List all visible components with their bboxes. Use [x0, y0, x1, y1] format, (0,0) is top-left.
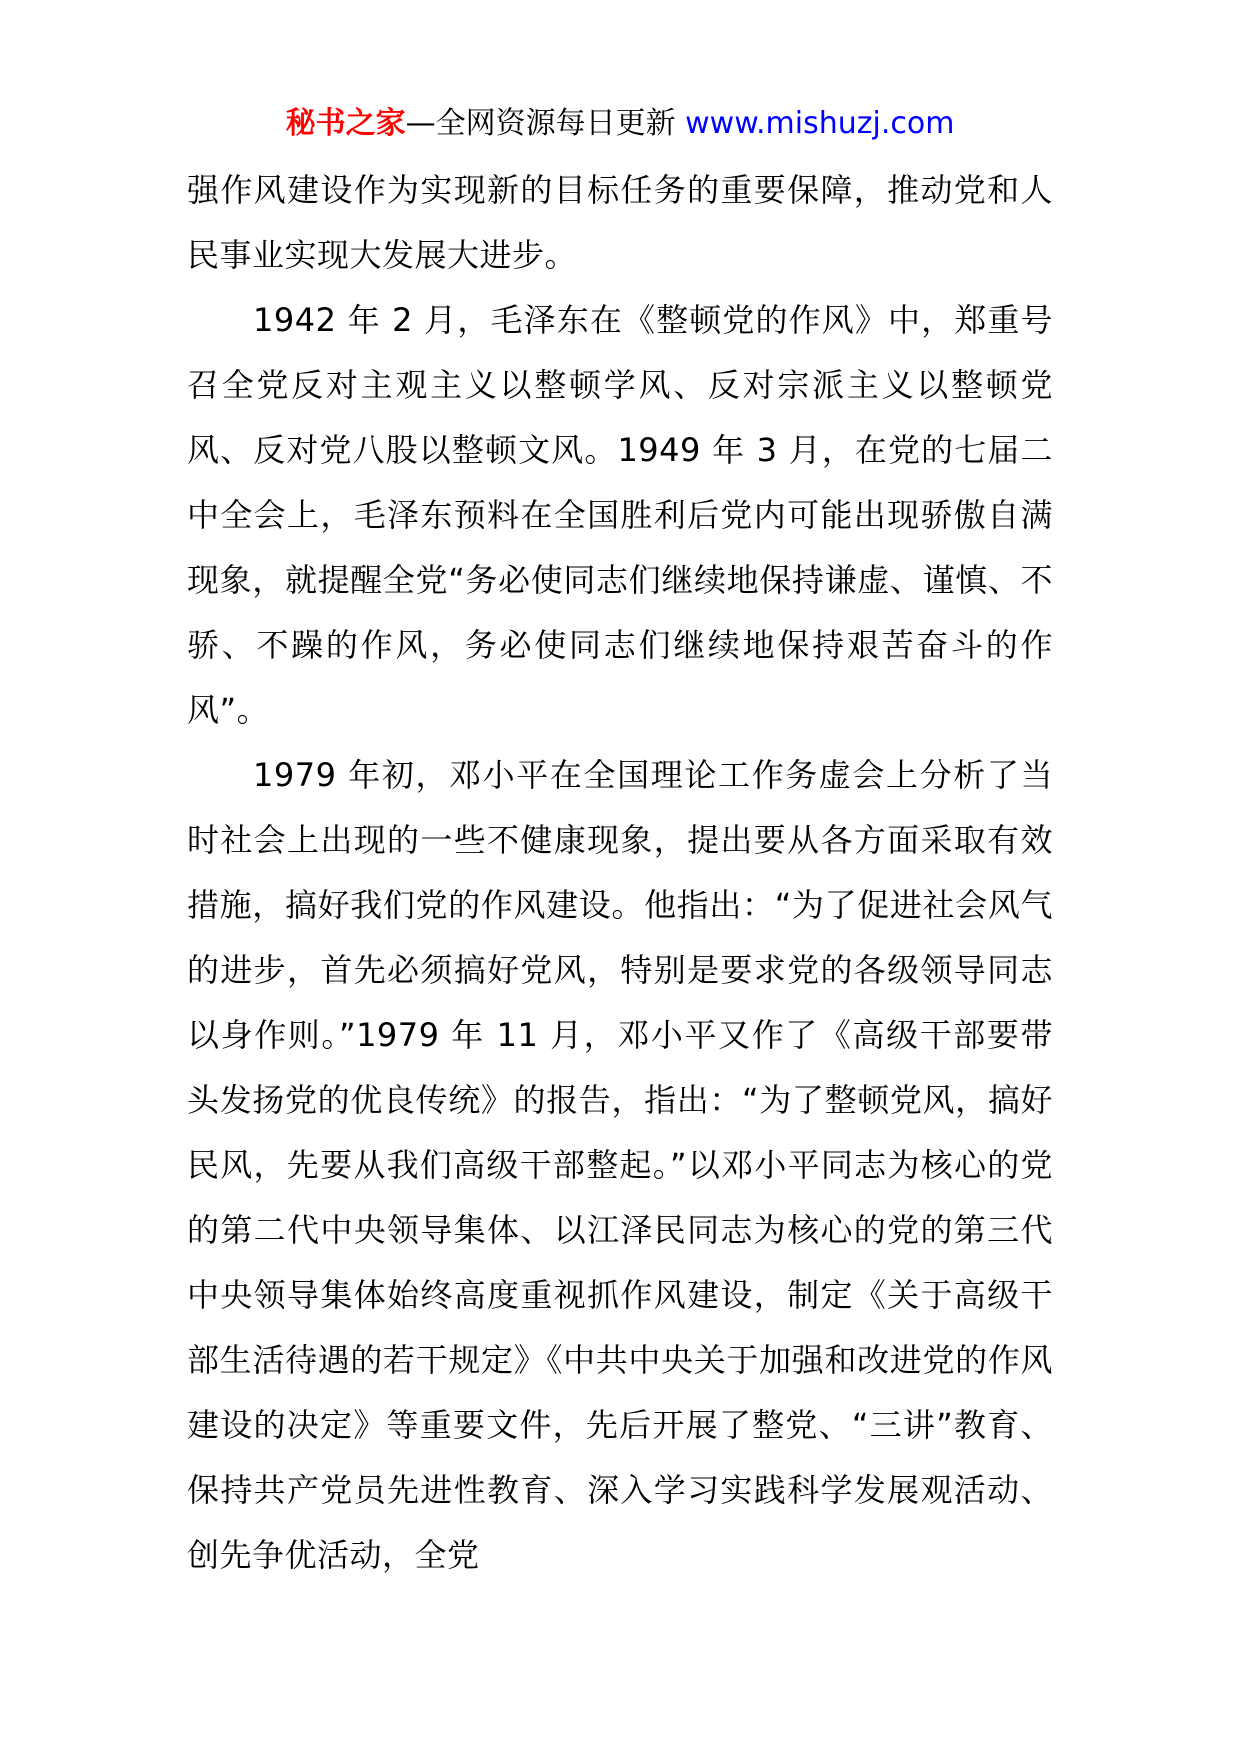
paragraph-1979: 1979 年初，邓小平在全国理论工作务虚会上分析了当时社会上出现的一些不健康现象，提出要从各方面采取有效措施，搞好我们党的作风建设。他指出：“为了促进社会风气的进步，首先必须搞好党风，特别是要求党的各级领导同志以身作则。”1979 年 11 月，邓小平又作了《高级干部要带头发扬党的优良传统》的报告，指出：“为了整顿党风，搞好民风，先要从我们高级干部整起。”以邓小平同志为核心的党的第二代中央领导集体、以江泽民同志为核心的党的第三代中央领导集体始终高度重视抓作风建设，制定《关于高级干部生活待遇的若干规定》《中共中央关于加强和改进党的作风建设的决定》等重要文件，先后开展了整党、“三讲”教育、保持共产党员先进性教育、深入学习实践科学发展观活动、创先争优活动，全党: [187, 756, 1053, 1574]
header-brand: 秘书之家: [285, 106, 406, 141]
header-tagline: —全网资源每日更新: [405, 106, 686, 141]
paragraph-continuation: 强作风建设作为实现新的目标任务的重要保障，推动党和人民事业实现大发展大进步。: [187, 171, 1053, 274]
paragraph-1942: 1942 年 2 月，毛泽东在《整顿党的作风》中，郑重号召全党反对主观主义以整顿学风、反对宗派主义以整顿党风、反对党八股以整顿文风。1949 年 3 月，在党的七届二中全会上，毛泽东预料在全国胜利后党内可能出现骄傲自满现象，就提醒全党“务必使同志们继续地保持谦虚、谨慎、不骄、不躁的作风，务必使同志们继续地保持艰苦奋斗的作风”。: [187, 301, 1053, 729]
document-body: [187, 158, 1053, 1588]
page-header: [0, 104, 1240, 144]
header-url-link[interactable]: www.mishuzj.com: [685, 106, 955, 141]
